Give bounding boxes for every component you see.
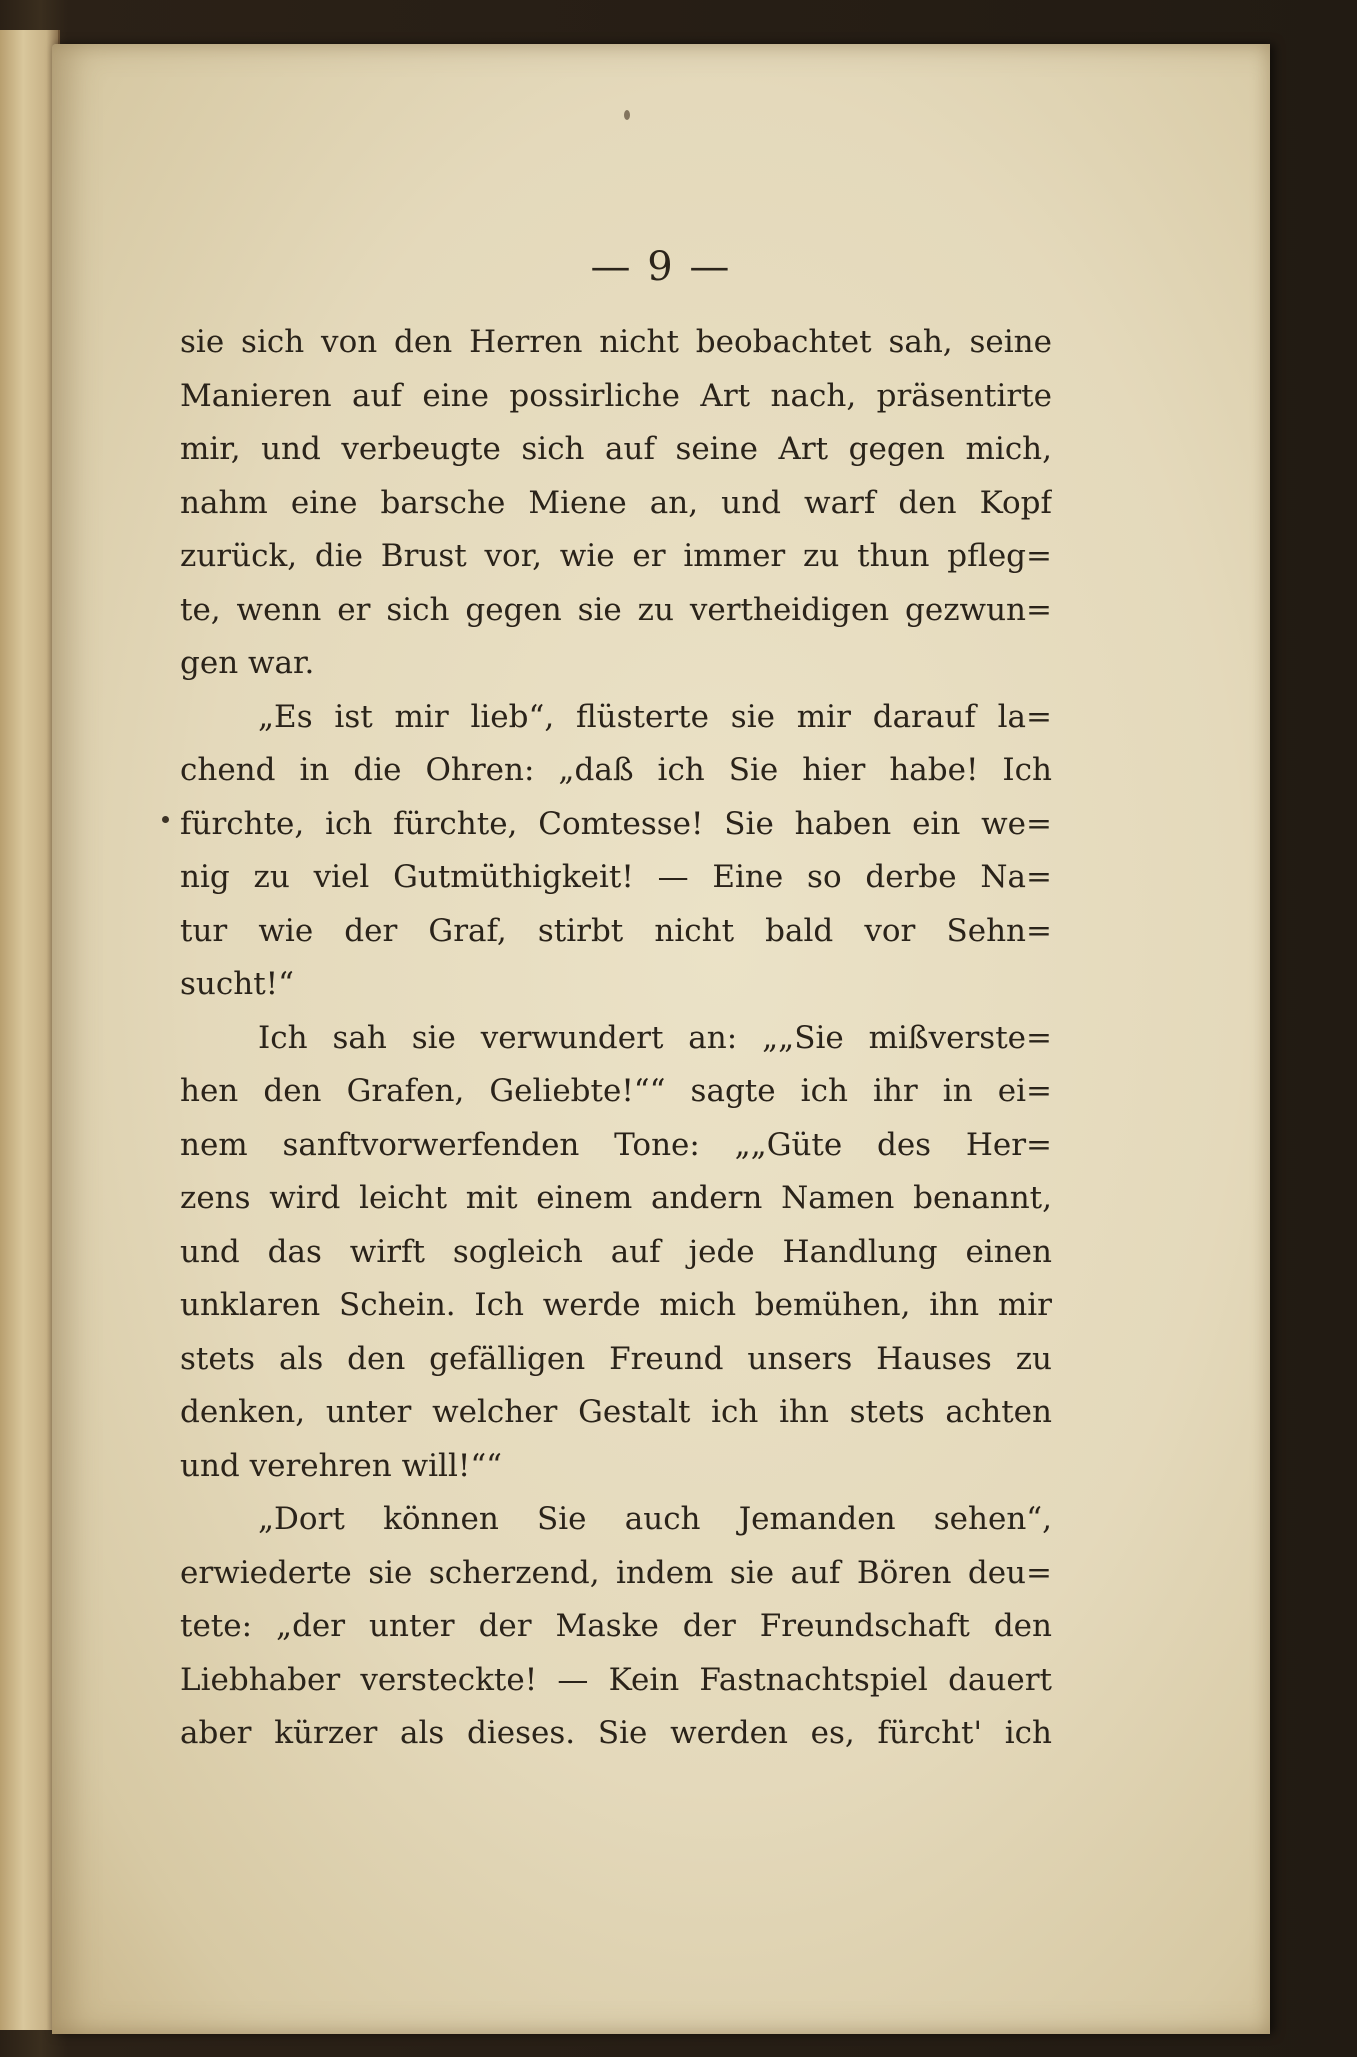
- book-page: [52, 44, 1270, 2034]
- text-line: nem sanftvorwerfenden Tone: „„Güte des Her=: [180, 1126, 1052, 1163]
- text-line: te, wenn er sich gegen sie zu vertheidigen gezwun=: [180, 591, 1052, 628]
- text-line: zurück, die Brust vor, wie er immer zu thun pfleg=: [180, 538, 1052, 574]
- text-line: tur wie der Graf, stirbt nicht bald vor Sehn=: [180, 912, 1052, 949]
- text-line: gen war.: [180, 645, 315, 681]
- text-line: stets als den gefälligen Freund unsers Hauses zu: [180, 1340, 1052, 1377]
- text-line: und verehren will!““: [180, 1447, 503, 1484]
- previous-page-edge: [0, 30, 60, 2030]
- text-line: unklaren Schein. Ich werde mich bemühen, ihn mir: [180, 1287, 1052, 1323]
- body-text: [180, 316, 1052, 1761]
- text-line: mir, und verbeugte sich auf seine Art gegen mich,: [180, 431, 1052, 467]
- text-line: chend in die Ohren: „daß ich Sie hier habe! Ich: [180, 752, 1052, 788]
- text-line: hen den Grafen, Geliebte!““ sagte ich ihr in ei=: [180, 1073, 1052, 1109]
- ink-speck: [624, 110, 630, 120]
- text-line: zens wird leicht mit einem andern Namen benannt,: [180, 1180, 1052, 1216]
- text-line: fürchte, ich fürchte, Comtesse! Sie haben ein we=: [180, 805, 1052, 842]
- margin-mark: [162, 816, 169, 823]
- text-line: nahm eine barsche Miene an, und warf den Kopf: [180, 484, 1052, 521]
- text-line: nig zu viel Gutmüthigkeit! — Eine so derbe Na=: [180, 859, 1052, 895]
- text-line: sie sich von den Herren nicht beobachtet sah, seine: [180, 324, 1052, 360]
- text-line: erwiederte sie scherzend, indem sie auf Bören deu=: [180, 1554, 1052, 1591]
- page-number: — 9 —: [590, 244, 732, 290]
- text-line: sucht!“: [180, 966, 294, 1002]
- text-line: denken, unter welcher Gestalt ich ihn stets achten: [180, 1394, 1052, 1430]
- text-line: Liebhaber versteckte! — Kein Fastnachtspiel dauert: [180, 1661, 1052, 1698]
- text-line: „Dort können Sie auch Jemanden sehen“,: [258, 1501, 1052, 1537]
- text-line: aber kürzer als dieses. Sie werden es, fürcht' ich: [180, 1715, 1052, 1751]
- text-line: Ich sah sie verwundert an: „„Sie mißverste=: [258, 1019, 1052, 1056]
- text-line: und das wirft sogleich auf jede Handlung einen: [180, 1233, 1052, 1270]
- text-line: „Es ist mir lieb“, flüsterte sie mir darauf la=: [258, 698, 1052, 735]
- text-line: Manieren auf eine possirliche Art nach, präsentirte: [180, 377, 1052, 414]
- text-line: tete: „der unter der Maske der Freundschaft den: [180, 1608, 1052, 1644]
